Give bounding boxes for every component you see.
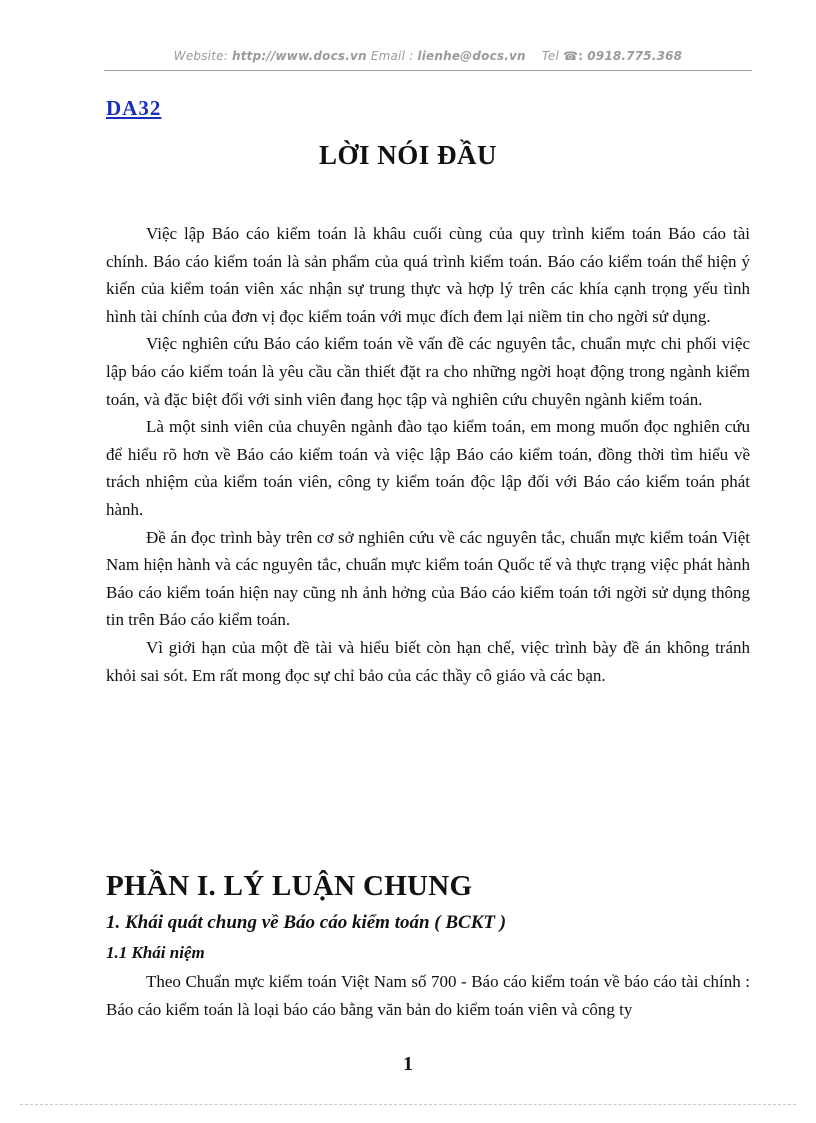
email-address[interactable]: lienhe@docs.vn <box>417 49 526 63</box>
page-number: 1 <box>403 1053 413 1075</box>
page-header <box>104 49 752 63</box>
document-title: LỜI NÓI ĐẦU <box>318 140 498 170</box>
definition-body <box>106 968 750 1023</box>
phone-icon: ☎: <box>563 49 584 63</box>
tel-label: Tel <box>541 49 560 63</box>
paragraph: Theo Chuẩn mực kiểm toán Việt Nam số 700 - Báo cáo kiểm toán về báo cáo tài chính : Báo cáo kiểm toán là loại báo cáo bằng văn bản do kiểm toán viên và công ty <box>106 972 750 1019</box>
foreword-body <box>106 220 750 689</box>
header-rule <box>104 70 752 71</box>
section-heading: 1. Khái quát chung về Báo cáo kiểm toán ( BCKT ) <box>106 912 507 933</box>
website-label: Website: <box>173 49 228 63</box>
page-bottom-rule <box>20 1104 796 1105</box>
part-heading: PHẦN I. LÝ LUẬN CHUNG <box>106 870 473 902</box>
email-label: Email : <box>370 49 414 63</box>
document-code-link[interactable]: DA32 <box>106 96 162 120</box>
paragraph: Vì giới hạn của một đề tài và hiểu biết còn hạn chế, việc trình bày đề án không tránh khỏi sai sót. Em rất mong đọc sự chỉ bảo của các thầy cô giáo và các bạn. <box>106 637 750 685</box>
paragraph: Đề án đọc trình bày trên cơ sở nghiên cứu về các nguyên tắc, chuẩn mực kiểm toán Việt Nam hiện hành và các nguyên tắc, chuẩn mực kiểm toán Quốc tế và thực trạng việc phát hành Báo cáo kiểm toán hiện nay cũng nh ảnh hởng của Báo cáo kiểm toán tới ngời sử dụng thông tin trên Báo cáo kiểm toán. <box>106 527 750 630</box>
tel-number: 0918.775.368 <box>587 49 683 63</box>
paragraph: Là một sinh viên của chuyên ngành đào tạo kiểm toán, em mong muốn đọc nghiên cứu để hiểu rõ hơn về Báo cáo kiểm toán và việc lập Báo cáo kiểm toán, đồng thời tìm hiểu về trách nhiệm của kiểm toán viên, công ty kiểm toán độc lập đối với Báo cáo kiểm toán phát hành. <box>106 417 750 519</box>
paragraph: Việc lập Báo cáo kiểm toán là khâu cuối cùng của quy trình kiểm toán Báo cáo tài chính. Báo cáo kiểm toán là sản phẩm của quá trình kiểm toán. Báo cáo kiểm toán thể hiện ý kiến của kiểm toán viên xác nhận sự trung thực và hợp lý trên các khía cạnh trọng yếu tình hình tài chính của đơn vị đọc kiểm toán với mục đích đem lại niềm tin cho ngời sử dụng. <box>106 224 750 326</box>
subsection-heading: 1.1 Khái niệm <box>106 943 205 962</box>
website-url[interactable]: http://www.docs.vn <box>231 49 367 63</box>
paragraph: Việc nghiên cứu Báo cáo kiểm toán về vấn đề các nguyên tắc, chuẩn mực chi phối việc lập báo cáo kiểm toán là yêu cầu cần thiết đặt ra cho những ngời hoạt động trong ngành kiểm toán, và đặc biệt đối với sinh viên đang học tập và nghiên cứu chuyên ngành kiểm toán. <box>106 334 750 409</box>
